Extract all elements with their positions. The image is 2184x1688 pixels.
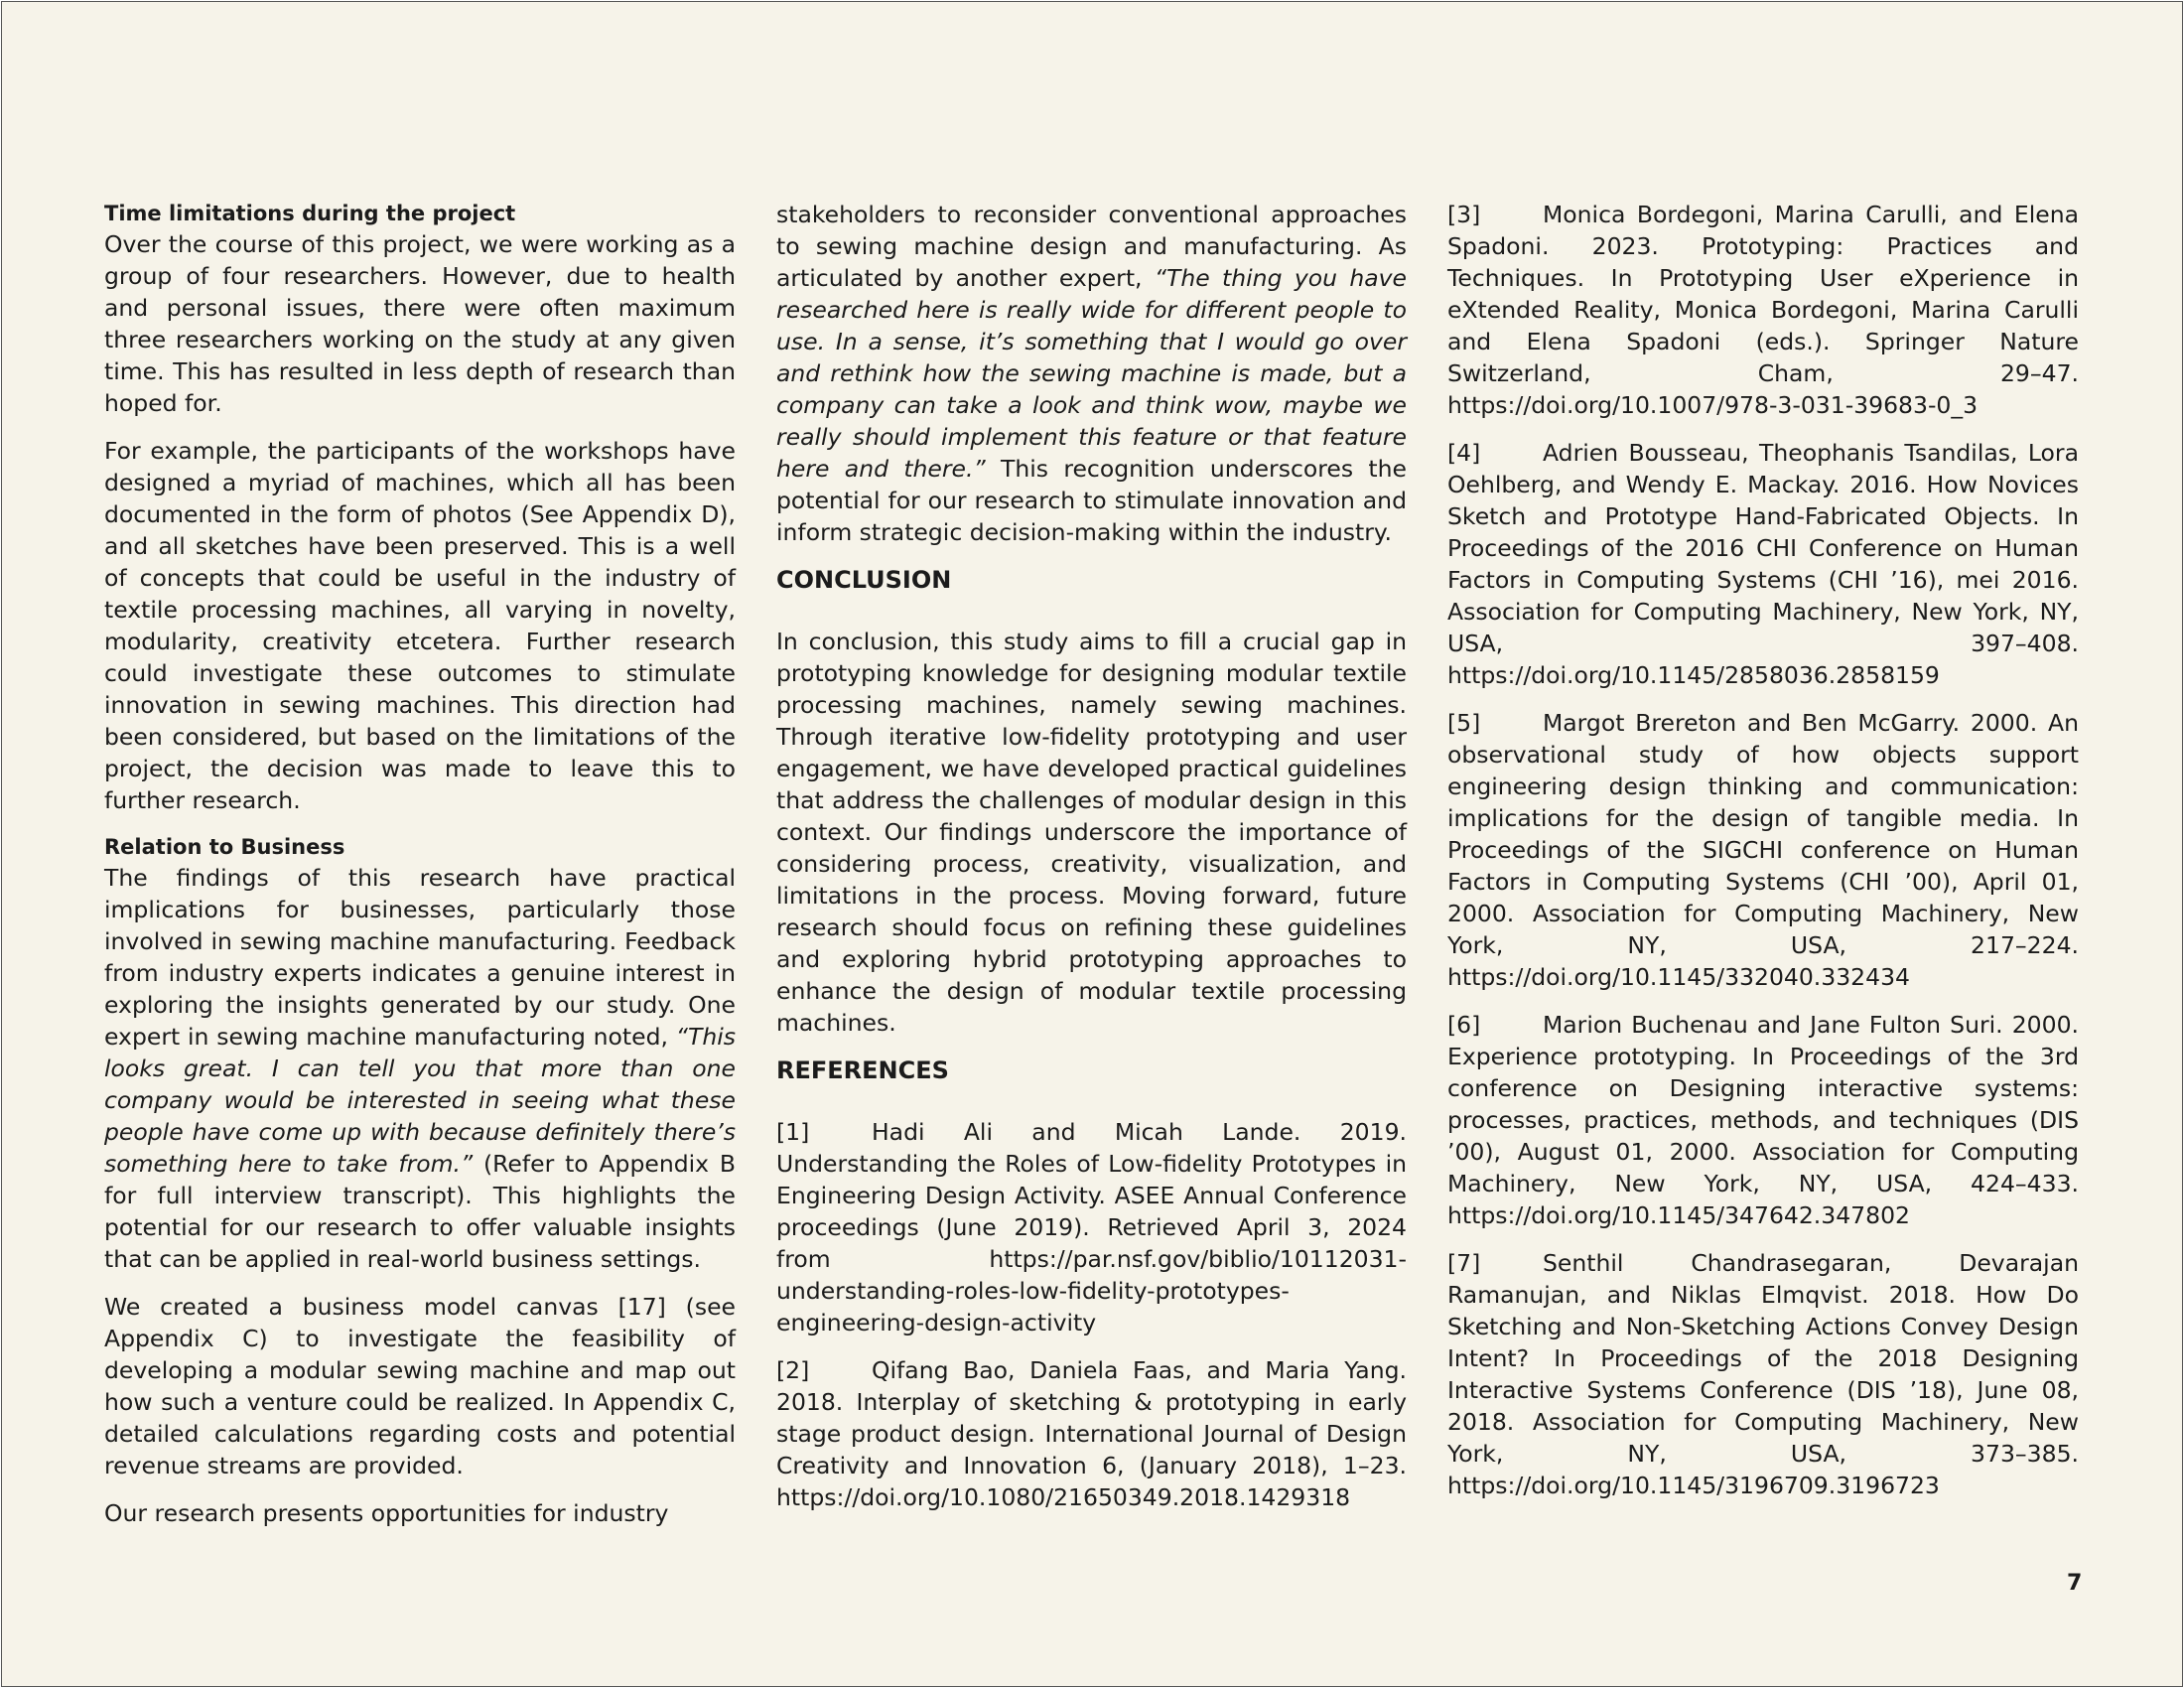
document-page bbox=[1, 1, 2183, 1687]
subheading-time-limitations: Time limitations during the project bbox=[104, 202, 516, 225]
reference-text: Marion Buchenau and Jane Fulton Suri. 2000. Experience prototyping. In Proceedings of the 3rd conference on Designing interactive systems: processes, practices, methods, and techniques (DIS ’00), August 01, 2000. Association for Computing Machinery, New York, NY, USA, 424–433. https://doi.org/10.1145/347642.347802 bbox=[1447, 1011, 2079, 1229]
column-middle bbox=[776, 199, 1407, 1529]
paragraph: Our research presents opportunities for industry bbox=[104, 1499, 669, 1527]
section-heading-conclusion: CONCLUSION bbox=[776, 566, 952, 594]
reference-text: Adrien Bousseau, Theophanis Tsandilas, Lora Oehlberg, and Wendy E. Mackay. 2016. How Novices Sketch and Prototype Hand-Fabricated Objects. In Proceedings of the 2016 CHI Conference on Human Factors in Computing Systems (CHI ’16), mei 2016. Association for Computing Machinery, New York, NY, USA, 397–408. https://doi.org/10.1145/2858036.2858159 bbox=[1447, 439, 2079, 689]
paragraph-text: (Refer to Appendix B for full interview transcript). This highlights the potential for our research to offer valuable insights that can be applied in real-world business settings. bbox=[104, 1150, 736, 1273]
reference-item bbox=[1447, 707, 2079, 993]
reference-item bbox=[776, 1354, 1407, 1513]
paragraph bbox=[104, 862, 736, 1275]
reference-item bbox=[1447, 199, 2079, 421]
paragraph-text: stakeholders to reconsider conventional approaches to sewing machine design and manufacturing. As articulated by another expert, bbox=[776, 201, 1407, 292]
paragraph-text: This recognition underscores the potential for our research to stimulate innovation and inform strategic decision-making within the industry. bbox=[776, 455, 1407, 546]
page-number: 7 bbox=[2067, 1571, 2083, 1596]
reference-item bbox=[1447, 1247, 2079, 1501]
reference-text: Qifang Bao, Daniela Faas, and Maria Yang. 2018. Interplay of sketching & prototyping in early stage product design. International Journal of Design Creativity and Innovation 6, (January 2018), 1–23. https://doi.org/10.1080/21650349.2018.1429318 bbox=[776, 1356, 1407, 1511]
column-left bbox=[104, 199, 736, 1545]
reference-number: [1] bbox=[776, 1118, 810, 1146]
reference-number: [4] bbox=[1447, 439, 1481, 467]
expert-quote: “The thing you have researched here is really wide for different people to use. In a sense, it’s something that I would go over and rethink how the sewing machine is made, but a company can take a look and think wow, maybe we really should implement this feature or that feature here and there.” bbox=[776, 264, 1407, 483]
paragraph: For example, the participants of the workshops have designed a myriad of machines, which all has been documented in the form of photos (See Appendix D), and all sketches have been preserved. This is a well of concepts that could be useful in the industry of textile processing machines, all varying in novelty, modularity, creativity etcetera. Further research could investigate these outcomes to stimulate innovation in sewing machines. This direction had been considered, but based on the limitations of the project, the decision was made to leave this to further research. bbox=[104, 437, 736, 814]
paragraph: Over the course of this project, we were working as a group of four researchers. However, due to health and personal issues, there were often maximum three researchers working on the study at any given time. This has resulted in less depth of research than hoped for. bbox=[104, 230, 736, 417]
reference-item bbox=[1447, 437, 2079, 691]
expert-quote: “This looks great. I can tell you that more than one company would be interested in seeing what these people have come up with because definitely there’s something here to take from.” bbox=[104, 1023, 736, 1178]
paragraph: We created a business model canvas [17] (see Appendix C) to investigate the feasibility of developing a modular sewing machine and map out how such a venture could be realized. In Appendix C, detailed calculations regarding costs and potential revenue streams are provided. bbox=[104, 1293, 736, 1479]
reference-text: Margot Brereton and Ben McGarry. 2000. An observational study of how objects support engineering design thinking and communication: implications for the design of tangible media. In Proceedings of the SIGCHI conference on Human Factors in Computing Systems (CHI ’00), April 01, 2000. Association for Computing Machinery, New York, NY, USA, 217–224. https://doi.org/10.1145/332040.332434 bbox=[1447, 709, 2079, 991]
subheading-relation-to-business: Relation to Business bbox=[104, 835, 345, 859]
reference-number: [3] bbox=[1447, 201, 1481, 228]
reference-text: Hadi Ali and Micah Lande. 2019. Understanding the Roles of Low-fidelity Prototypes in Engineering Design Activity. ASEE Annual Conference proceedings (June 2019). Retrieved April 3, 2024 from https://par.nsf.gov/biblio/10112031-understanding-roles-low-fidelity-prototypes-engineering-design-activity bbox=[776, 1118, 1407, 1336]
reference-item bbox=[776, 1116, 1407, 1338]
paragraph: In conclusion, this study aims to fill a crucial gap in prototyping knowledge for designing modular textile processing machines, namely sewing machines. Through iterative low-fidelity prototyping and user engagement, we have developed practical guidelines that address the challenges of modular design in this context. Our findings underscore the importance of considering process, creativity, visualization, and limitations in the process. Moving forward, future research should focus on refining these guidelines and exploring hybrid prototyping approaches to enhance the design of modular textile processing machines. bbox=[776, 628, 1407, 1037]
paragraph bbox=[776, 199, 1407, 548]
reference-number: [2] bbox=[776, 1356, 810, 1384]
column-right bbox=[1447, 199, 2079, 1517]
reference-text: Monica Bordegoni, Marina Carulli, and Elena Spadoni. 2023. Prototyping: Practices and Techniques. In Prototyping User eXperience in eXtended Reality, Monica Bordegoni, Marina Carulli and Elena Spadoni (eds.). Springer Nature Switzerland, Cham, 29–47. https://doi.org/10.1007/978-3-031-39683-0_3 bbox=[1447, 201, 2079, 419]
reference-text: Senthil Chandrasegaran, Devarajan Ramanujan, and Niklas Elmqvist. 2018. How Do Sketching and Non-Sketching Actions Convey Design Intent? In Proceedings of the 2018 Designing Interactive Systems Conference (DIS ’18), June 08, 2018. Association for Computing Machinery, New York, NY, USA, 373–385. https://doi.org/10.1145/3196709.3196723 bbox=[1447, 1249, 2079, 1499]
reference-number: [7] bbox=[1447, 1249, 1481, 1277]
reference-item bbox=[1447, 1009, 2079, 1231]
paragraph-text: The findings of this research have practical implications for businesses, particularly those involved in sewing machine manufacturing. Feedback from industry experts indicates a genuine interest in exploring the insights generated by our study. One expert in sewing machine manufacturing noted, bbox=[104, 864, 736, 1051]
reference-list bbox=[776, 1116, 1407, 1513]
reference-number: [6] bbox=[1447, 1011, 1481, 1039]
section-heading-references: REFERENCES bbox=[776, 1056, 949, 1084]
reference-number: [5] bbox=[1447, 709, 1481, 737]
